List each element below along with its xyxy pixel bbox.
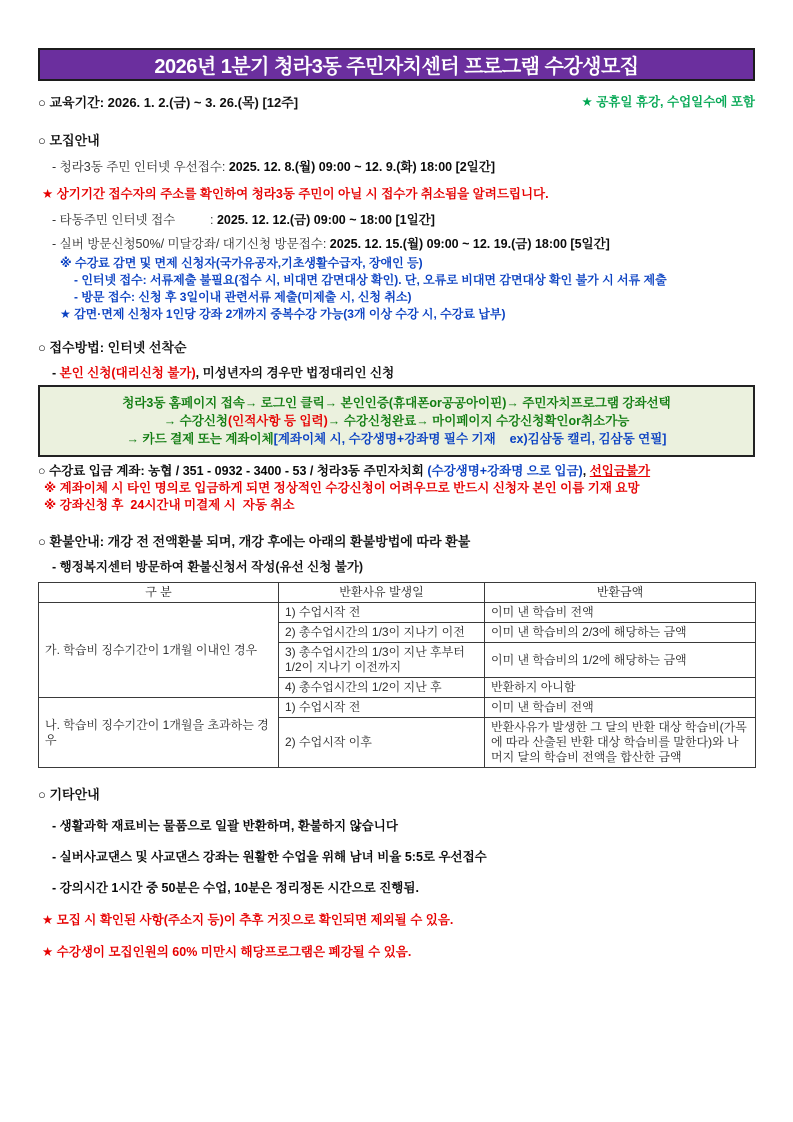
etc-item-materials: - 생활과학 재료비는 물품으로 일괄 반환하며, 환불하지 않습니다: [52, 819, 398, 833]
apply-item-dash: -: [52, 366, 60, 380]
procedure-line-3: [46, 430, 747, 448]
apply-item-minor: , 미성년자의 경우만 법정대리인 신청: [195, 366, 395, 380]
procedure-line-1-text: 청라3동 홈페이지 접속→ 로그인 클릭→ 본인인증(휴대폰or공공아이핀)→ 주민자치프로그램 강좌선택: [122, 396, 671, 410]
refund-b1-amount: 이미 낸 학습비 전액: [485, 698, 756, 718]
recruit-item-visit-date: 2025. 12. 15.(월) 09:00 ~ 12. 19.(금) 18:00 [5일간]: [329, 237, 610, 251]
apply-item-self-only: 본인 신청(대리신청 불가): [59, 366, 196, 380]
procedure-line-2-apply: → 수강신청: [163, 414, 228, 428]
warning-false-info: ★ 모집 시 확인된 사항(주소지 등)이 추후 거짓으로 확인되면 제외될 수 있음.: [42, 913, 454, 927]
refund-b2-when: 2) 수업시작 이후: [279, 718, 485, 768]
refund-a1-when: 1) 수업시작 전: [279, 603, 485, 623]
address-check-warning: ★ 상기기간 접수자의 주소를 확인하여 청라3동 주민이 아닐 시 접수가 취소됨을 알려드립니다.: [42, 187, 549, 201]
refund-a1-amount: 이미 낸 학습비 전액: [485, 603, 756, 623]
procedure-line-2: [46, 412, 747, 430]
account-note-24h-cancel: ※ 강좌신청 후 24시간내 미결제 시 자동 취소: [44, 498, 295, 512]
refund-a4-amount: 반환하지 아니함: [485, 678, 756, 698]
refund-a4-when: 4) 총수업시간의 1/2이 지난 후: [279, 678, 485, 698]
refund-b2-amount: 반환사유가 발생한 그 달의 반환 대상 학습비(가목에 따라 산출된 반환 대상 학습비를 말한다)와 나머지 달의 학습비 전액을 합산한 금액: [485, 718, 756, 768]
refund-row-b1: [39, 698, 756, 718]
refund-visit-note: - 행정복지센터 방문하여 환불신청서 작성(유선 신청 불가): [52, 560, 364, 574]
refund-a3-when: 3) 총수업시간의 1/3이 지난 후부터 1/2이 지나기 이전까지: [279, 643, 485, 678]
section-etc-heading: ○ 기타안내: [38, 787, 100, 802]
refund-group-a-label: 가. 학습비 징수기간이 1개월 이내인 경우: [39, 603, 279, 698]
procedure-line-3-transfer-note: [계좌이체 시, 수강생명+강좌명 필수 기재 ex)김삼동 캘리, 김삼동 연필]: [273, 432, 667, 446]
section-recruit-heading: ○ 모집안내: [38, 133, 100, 148]
account-deposit-name-note: (수강생명+강좌명 으로 입금): [427, 464, 583, 478]
refund-a2-amount: 이미 낸 학습비의 2/3에 해당하는 금액: [485, 623, 756, 643]
procedure-line-3-payment: → 카드 결제 또는 계좌이체: [126, 432, 274, 446]
recruit-item-other-dong: [38, 210, 755, 228]
recruit-item-visit: [38, 234, 755, 252]
refund-b1-when: 1) 수업시작 전: [279, 698, 485, 718]
account-note-own-name: ※ 계좌이체 시 타인 명의로 입금하게 되면 정상적인 수강신청이 어려우므로 반드시 신청자 본인 이름 기재 요망: [44, 481, 640, 495]
section-etc: [38, 784, 755, 960]
account-section: [38, 463, 755, 514]
recruit-item-visit-label: - 실버 방문신청50%/ 미달강좌/ 대기신청 방문접수:: [52, 237, 330, 251]
discount-note-visit: - 방문 접수: 신청 후 3일이내 관련서류 제출(미제출 시, 신청 취소): [74, 290, 412, 304]
refund-a3-amount: 이미 낸 학습비의 1/2에 해당하는 금액: [485, 643, 756, 678]
refund-a2-when: 2) 총수업시간의 1/3이 지나기 이전: [279, 623, 485, 643]
discount-note-target: ※ 수강료 감면 및 면제 신청자(국가유공자,기초생활수급자, 장애인 등): [60, 256, 423, 270]
procedure-box: [38, 385, 755, 457]
warning-min-enrollment: ★ 수강생이 모집인원의 60% 미만시 해당프로그램은 폐강될 수 있음.: [42, 945, 412, 959]
section-refund-heading: ○ 환불안내: 개강 전 전액환불 되며, 개강 후에는 아래의 환불방법에 따라 환불: [38, 534, 471, 549]
refund-row-a1: [39, 603, 756, 623]
discount-notes: [38, 255, 755, 323]
refund-table-header-row: [39, 583, 756, 603]
account-no-prepay: 선입금불가: [589, 464, 651, 478]
discount-note-internet: - 인터넷 접수: 서류제출 불필요(접수 시, 비대면 감면대상 확인). 단, 오류로 비대면 감면대상 확인 불가 시 서류 제출: [74, 273, 667, 287]
recruit-item-resident-label: - 청라3동 주민 인터넷 우선접수:: [52, 160, 229, 174]
holiday-note: ★ 공휴일 휴강, 수업일수에 포함: [581, 95, 755, 109]
title-banner: [38, 48, 755, 81]
refund-table: [38, 582, 756, 768]
refund-col-amount: 반환금액: [485, 583, 756, 603]
procedure-line-1: [46, 394, 747, 412]
apply-item-self: [38, 363, 755, 381]
section-apply-heading: ○ 접수방법: 인터넷 선착순: [38, 340, 187, 355]
refund-col-category: 구 분: [39, 583, 279, 603]
refund-group-b-label: 나. 학습비 징수기간이 1개월을 초과하는 경우: [39, 698, 279, 768]
etc-item-dance-ratio: - 실버사교댄스 및 사교댄스 강좌는 원활한 수업을 위해 남녀 비율 5:5로 우선접수: [52, 850, 487, 864]
education-period-row: [38, 92, 755, 111]
procedure-line-2-personal-info: (인적사항 등 입력): [227, 414, 328, 428]
recruit-item-other-dong-label: - 타동주민 인터넷 접수 :: [52, 213, 217, 227]
procedure-line-2-complete: → 수강신청완료→ 마이페이지 수강신청확인or취소가능: [327, 414, 630, 428]
account-info: [38, 463, 755, 480]
account-comma: ,: [582, 464, 590, 478]
recruit-item-resident: [38, 157, 755, 175]
etc-item-class-time: - 강의시간 1시간 중 50분은 수업, 10분은 정리정돈 시간으로 진행됨.: [52, 881, 419, 895]
education-period: ○ 교육기간: 2026. 1. 2.(금) ~ 3. 26.(목) [12주]: [38, 95, 299, 110]
recruit-item-other-dong-date: 2025. 12. 12.(금) 09:00 ~ 18:00 [1일간]: [216, 213, 435, 227]
account-number: ○ 수강료 입금 계좌: 농협 / 351 - 0932 - 3400 - 53 / 청라3동 주민자치회: [38, 464, 428, 478]
refund-col-reason-date: 반환사유 발생일: [279, 583, 485, 603]
page-title: 2026년 1분기 청라3동 주민자치센터 프로그램 수강생모집: [154, 56, 639, 78]
recruit-item-resident-date: 2025. 12. 8.(월) 09:00 ~ 12. 9.(화) 18:00 [2일간]: [228, 160, 495, 174]
discount-note-limit: ★ 감면·면제 신청자 1인당 강좌 2개까지 중복수강 가능(3개 이상 수강 시, 수강료 납부): [60, 307, 506, 321]
